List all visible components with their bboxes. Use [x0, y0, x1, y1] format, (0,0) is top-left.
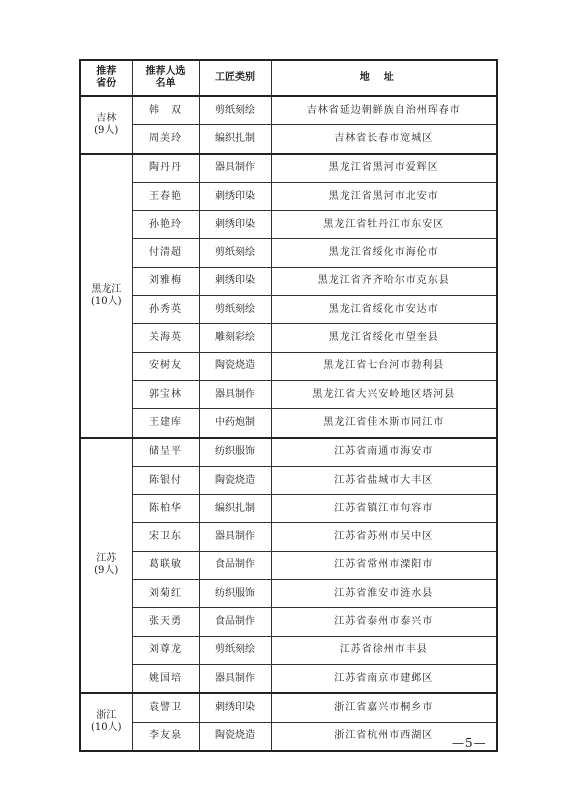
category-cell: 刺绣印染: [199, 267, 271, 295]
table-row: [80, 380, 497, 408]
category-cell: 刺绣印染: [199, 211, 271, 239]
name-cell: 王建库: [132, 409, 199, 438]
name-cell: 姚国培: [132, 664, 199, 693]
province-name: 吉林: [96, 112, 117, 124]
category-cell: 刺绣印染: [199, 693, 271, 722]
table-body: [80, 96, 497, 751]
table-row: [80, 608, 497, 636]
category-cell: 器具制作: [199, 523, 271, 551]
category-cell: 编织扎制: [199, 495, 271, 523]
name-cell: 宋卫东: [132, 523, 199, 551]
address-cell: 黑龙江省牡丹江市东安区: [271, 211, 497, 239]
category-cell: 纺织服饰: [199, 438, 271, 467]
table-row: [80, 466, 497, 494]
category-cell: 刺绣印染: [199, 182, 271, 210]
table-row: [80, 239, 497, 267]
page-number: —5—: [452, 736, 487, 750]
header-name: 推荐人选 名单: [132, 60, 199, 96]
category-cell: 剪纸刻绘: [199, 239, 271, 267]
name-cell: 陶丹丹: [132, 154, 199, 183]
address-cell: 江苏省常州市溧阳市: [271, 551, 497, 579]
name-cell: 张天勇: [132, 608, 199, 636]
category-cell: 剪纸刻绘: [199, 296, 271, 324]
category-cell: 雕刻彩绘: [199, 324, 271, 352]
province-name: 江苏: [96, 553, 117, 565]
category-cell: 陶瓷烧造: [199, 352, 271, 380]
address-cell: 吉林省延边朝鲜族自治州珲春市: [271, 96, 497, 125]
category-cell: 器具制作: [199, 380, 271, 408]
header-province: 推荐 省份: [80, 60, 132, 96]
table-row: [80, 551, 497, 579]
name-cell: 郭宝林: [132, 380, 199, 408]
name-cell: 孙秀英: [132, 296, 199, 324]
address-cell: 黑龙江省绥化市望奎县: [271, 324, 497, 352]
table-row: [80, 154, 497, 183]
name-cell: 陈柏华: [132, 495, 199, 523]
category-cell: 剪纸刻绘: [199, 96, 271, 125]
name-cell: 孙艳玲: [132, 211, 199, 239]
address-cell: 江苏省泰州市泰兴市: [271, 608, 497, 636]
address-cell: 浙江省嘉兴市桐乡市: [271, 693, 497, 722]
province-count: (10人): [90, 295, 122, 307]
name-cell: 韩 双: [132, 96, 199, 125]
address-cell: 江苏省南通市海安市: [271, 438, 497, 467]
category-cell: 编织扎制: [199, 125, 271, 154]
table-row: [80, 267, 497, 295]
name-cell: 关海英: [132, 324, 199, 352]
name-cell: 刘雅梅: [132, 267, 199, 295]
address-cell: 江苏省徐州市丰县: [271, 636, 497, 664]
province-cell: [80, 693, 132, 751]
table-row: [80, 324, 497, 352]
category-cell: 纺织服饰: [199, 580, 271, 608]
name-cell: 陈银付: [132, 466, 199, 494]
table-header-row: [80, 60, 497, 96]
name-cell: 袁譬卫: [132, 693, 199, 722]
name-cell: 安树友: [132, 352, 199, 380]
category-cell: 陶瓷烧造: [199, 466, 271, 494]
table-row: [80, 636, 497, 664]
header-category: 工匠类别: [199, 60, 271, 96]
address-cell: 浙江省杭州市西湖区: [271, 722, 497, 751]
address-cell: 江苏省镇江市句容市: [271, 495, 497, 523]
category-cell: 食品制作: [199, 551, 271, 579]
category-cell: 食品制作: [199, 608, 271, 636]
name-cell: 刘菊红: [132, 580, 199, 608]
name-cell: 周美玲: [132, 125, 199, 154]
name-cell: 储呈平: [132, 438, 199, 467]
address-cell: 黑龙江省黑河市北安市: [271, 182, 497, 210]
name-cell: 刘尊龙: [132, 636, 199, 664]
province-count: (10人): [90, 722, 122, 734]
address-cell: 黑龙江省大兴安岭地区塔河县: [271, 380, 497, 408]
province-count: (9人): [94, 565, 119, 577]
province-cell: [80, 438, 132, 694]
province-count: (9人): [94, 124, 119, 136]
header-address: 地址: [271, 60, 497, 96]
address-cell: 黑龙江省齐齐哈尔市克东县: [271, 267, 497, 295]
table-row: [80, 523, 497, 551]
province-name: 浙江: [96, 710, 117, 722]
table-row: [80, 182, 497, 210]
recommendation-table: [79, 59, 498, 752]
table-row: [80, 664, 497, 693]
table-row: [80, 580, 497, 608]
address-cell: 黑龙江省七台河市勃利县: [271, 352, 497, 380]
address-cell: 江苏省苏州市吴中区: [271, 523, 497, 551]
table-row: [80, 296, 497, 324]
table-row: [80, 96, 497, 125]
table-row: [80, 125, 497, 154]
province-cell: [80, 154, 132, 438]
category-cell: 中药炮制: [199, 409, 271, 438]
table-row: [80, 722, 497, 751]
category-cell: 陶瓷烧造: [199, 722, 271, 751]
table-row: [80, 438, 497, 467]
name-cell: 李友泉: [132, 722, 199, 751]
name-cell: 王春艳: [132, 182, 199, 210]
table-row: [80, 409, 497, 438]
table-row: [80, 693, 497, 722]
address-cell: 江苏省盐城市大丰区: [271, 466, 497, 494]
address-cell: 黑龙江省黑河市爱辉区: [271, 154, 497, 183]
name-cell: 付清超: [132, 239, 199, 267]
category-cell: 剪纸刻绘: [199, 636, 271, 664]
address-cell: 黑龙江省绥化市海伦市: [271, 239, 497, 267]
address-cell: 江苏省南京市建邺区: [271, 664, 497, 693]
address-cell: 黑龙江省绥化市安达市: [271, 296, 497, 324]
province-cell: [80, 96, 132, 154]
name-cell: 葛联敏: [132, 551, 199, 579]
table-row: [80, 495, 497, 523]
table-row: [80, 352, 497, 380]
table-row: [80, 211, 497, 239]
category-cell: 器具制作: [199, 154, 271, 183]
address-cell: 江苏省淮安市涟水县: [271, 580, 497, 608]
category-cell: 器具制作: [199, 664, 271, 693]
address-cell: 吉林省长春市宽城区: [271, 125, 497, 154]
address-cell: 黑龙江省佳木斯市同江市: [271, 409, 497, 438]
province-name: 黑龙江: [91, 283, 122, 295]
